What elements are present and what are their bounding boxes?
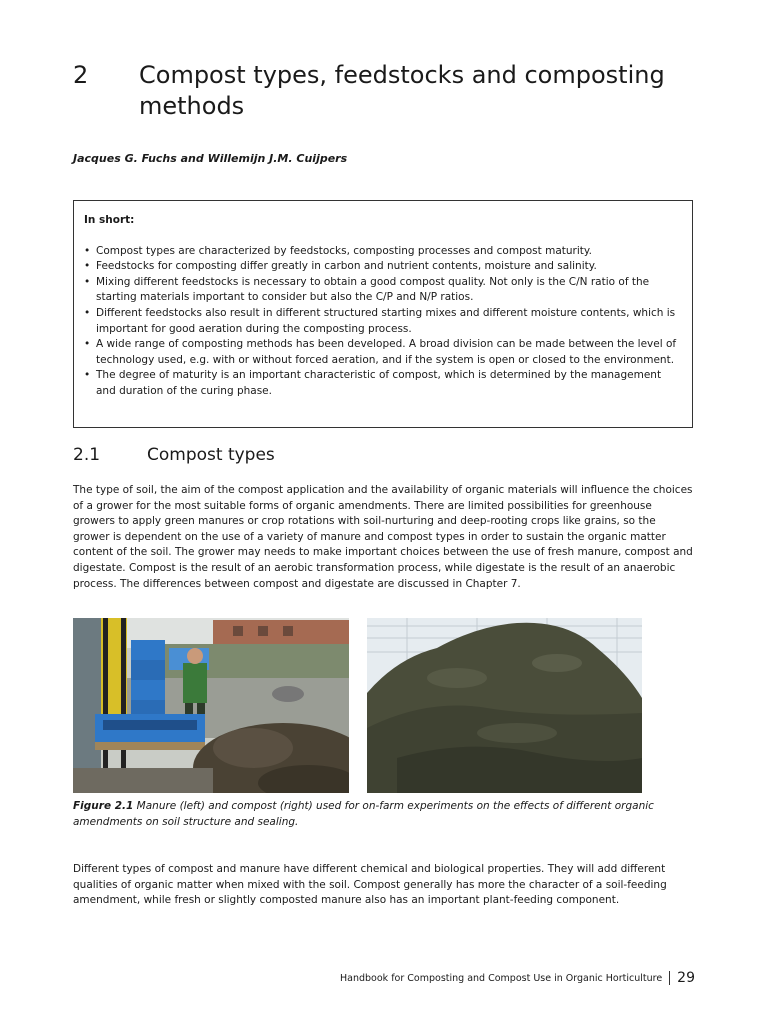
authors: Jacques G. Fuchs and Willemijn J.M. Cuijpers bbox=[73, 152, 348, 165]
chapter-title: Compost types, feedstocks and composting methods bbox=[139, 61, 665, 120]
list-item: • A wide range of composting methods has been developed. A broad division can be made between the level of technology used, e.g. with or without forced aeration, and if the system is open or closed to the environment. bbox=[84, 337, 680, 368]
footer-title: Handbook for Composting and Compost Use in Organic Horticulture bbox=[340, 972, 663, 984]
list-item: • Different feedstocks also result in different structured starting mixes and different moisture contents, which is important for good aeration during the composting process. bbox=[84, 306, 680, 337]
section-number: 2.1 bbox=[73, 445, 101, 465]
footer-divider bbox=[669, 971, 670, 985]
list-item: • The degree of maturity is an important characteristic of compost, which is determined by the management and duration of the curing phase. bbox=[84, 368, 680, 399]
figure-caption-text: Manure (left) and compost (right) used for on-farm experiments on the effects of different organic amendments on soil structure and sealing. bbox=[73, 800, 654, 828]
page-footer bbox=[340, 970, 695, 986]
page-number: 29 bbox=[677, 970, 695, 986]
in-short-list bbox=[84, 244, 680, 400]
body-paragraph-2: Different types of compost and manure have different chemical and biological properties. They will add different qualities of organic matter when mixed with the soil. Compost generally has more the character of a soil-feeding amendment, while fresh or slightly composted manure also has an important plant-feeding component. bbox=[73, 863, 667, 907]
figure-label: Figure 2.1 bbox=[73, 800, 134, 812]
chapter-number: 2 bbox=[73, 61, 89, 89]
list-item: • Mixing different feedstocks is necessary to obtain a good compost quality. Not only is the C/N ratio of the starting materials important to consider but also the C/P and N/P ratios. bbox=[84, 275, 680, 306]
compost-photo bbox=[367, 618, 642, 793]
figure-caption bbox=[73, 799, 695, 830]
in-short-box bbox=[73, 200, 693, 428]
body-paragraph-1: The type of soil, the aim of the compost application and the availability of organic materials will influence the choices of a grower for the most suitable forms of organic amendments. There are limited possibilities for greenhouse growers to apply green manures or crop rotations with soil-nurturing and deep-rooting crops like grains, so the grower is dependent on the use of a variety of manure and compost types in order to sustain the organic matter content of the soil. The grower may needs to make important choices between the use of fresh manure, compost and digestate. Compost is the result of an aerobic transformation process, while digestate is the result of an anaerobic process. The differences between compost and digestate are discussed in Chapter 7. bbox=[73, 484, 693, 590]
in-short-heading: In short: bbox=[84, 214, 135, 226]
manure-photo bbox=[73, 618, 349, 793]
list-item: • Compost types are characterized by feedstocks, composting processes and compost maturity. bbox=[84, 244, 680, 260]
section-title: Compost types bbox=[147, 445, 275, 465]
list-item: • Feedstocks for composting differ greatly in carbon and nutrient contents, moisture and salinity. bbox=[84, 259, 680, 275]
